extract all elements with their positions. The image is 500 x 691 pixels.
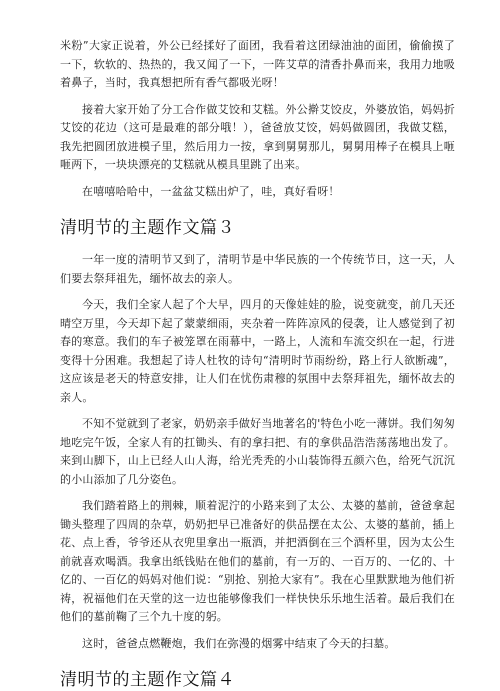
section-heading-4: 清明节的主题作文篇４	[60, 670, 235, 690]
paragraph-7: 我们踏着路上的荆棘，顺着泥泞的小路来到了太公、太婆的墓前，爸爸拿起锄头整理了四周的杂草，奶奶把早已准备好的供品摆在太公、太婆的墓前，插上花、点上香，爷爷还从衣兜里拿出一瓶酒，并把酒倒在三个酒杯里，因为太公生前就喜欢喝酒。我拿出纸钱贴在他们的墓前，有一万的、一百万的、一亿的、十亿的、一百亿的妈妈对他们说：“别抢、别抢大家有”。我在心里默默地为他们祈祷，祝福他们在天堂的这一边也能够像我们一样快快乐乐地生活着。最后我们在他们的墓前鞠了三个九十度的躬。	[60, 499, 455, 623]
paragraph-5: 今天，我们全家人起了个大早，四月的天像娃娃的脸，说变就变，前几天还晴空万里，今天却下起了蒙蒙细雨，夹杂着一阵阵凉风的侵袭，让人感觉到了初春的寒意。我们的车子被笼罩在雨幕中，一路上，人流和车流交织在一起，行进变得十分困难。我想起了诗人杜牧的诗句“清明时节雨纷纷，路上行人欲断魂”，这应该是老天的特意安排，让人们在忧伤肃穆的氛围中去祭拜祖先，缅怀故去的亲人。	[60, 298, 455, 404]
paragraph-1: 米粉”大家正说着，外公已经揉好了面团，我看着这团绿油油的面团，偷偷摸了一下，软软的、热热的，我又闻了一下，一阵艾草的清香扑鼻而来，我用力地吸着鼻子，当时，我真想把所有香气都吸光呀！	[60, 39, 455, 89]
paragraph-8: 这时，爸爸点燃鞭炮，我们在弥漫的烟雾中结束了今天的扫墓。	[82, 636, 396, 650]
paragraph-6: 不知不觉就到了老家，奶奶亲手做好当地著名的'特色小吃一薄饼。我们匆匆地吃完午饭，全家人有的扛锄头、有的拿扫把、有的拿供品浩浩荡荡地出发了。来到山脚下，山上已经人山人海，给光秃秃的小山装饰得五颜六色，给死气沉沉的小山添加了几分姿色。	[60, 417, 455, 486]
paragraph-4: 一年一度的清明节又到了，清明节是中华民族的一个传统节日，这一天，人们要去祭拜祖先，缅怀故去的亲人。	[60, 253, 455, 285]
paragraph-3: 在嘻嘻哈哈中，一盆盆艾糕出炉了，哇，真好看呀！	[82, 184, 340, 198]
section-heading-3: 清明节的主题作文篇３	[60, 218, 235, 238]
paragraph-2: 接着大家开始了分工合作做艾饺和艾糕。外公擀艾饺皮，外婆放馅，妈妈折艾饺的花边（这可是最难的部分哦！），爸爸放艾饺，妈妈做圆团，我做艾糕，我先把圆团放进模子里，然后用力一按，拿到舅舅那儿，舅舅用棒子在模具上咂咂两下，一块块漂亮的艾糕就从模具里跳了出来。	[60, 102, 455, 171]
document-page	[60, 0, 455, 691]
